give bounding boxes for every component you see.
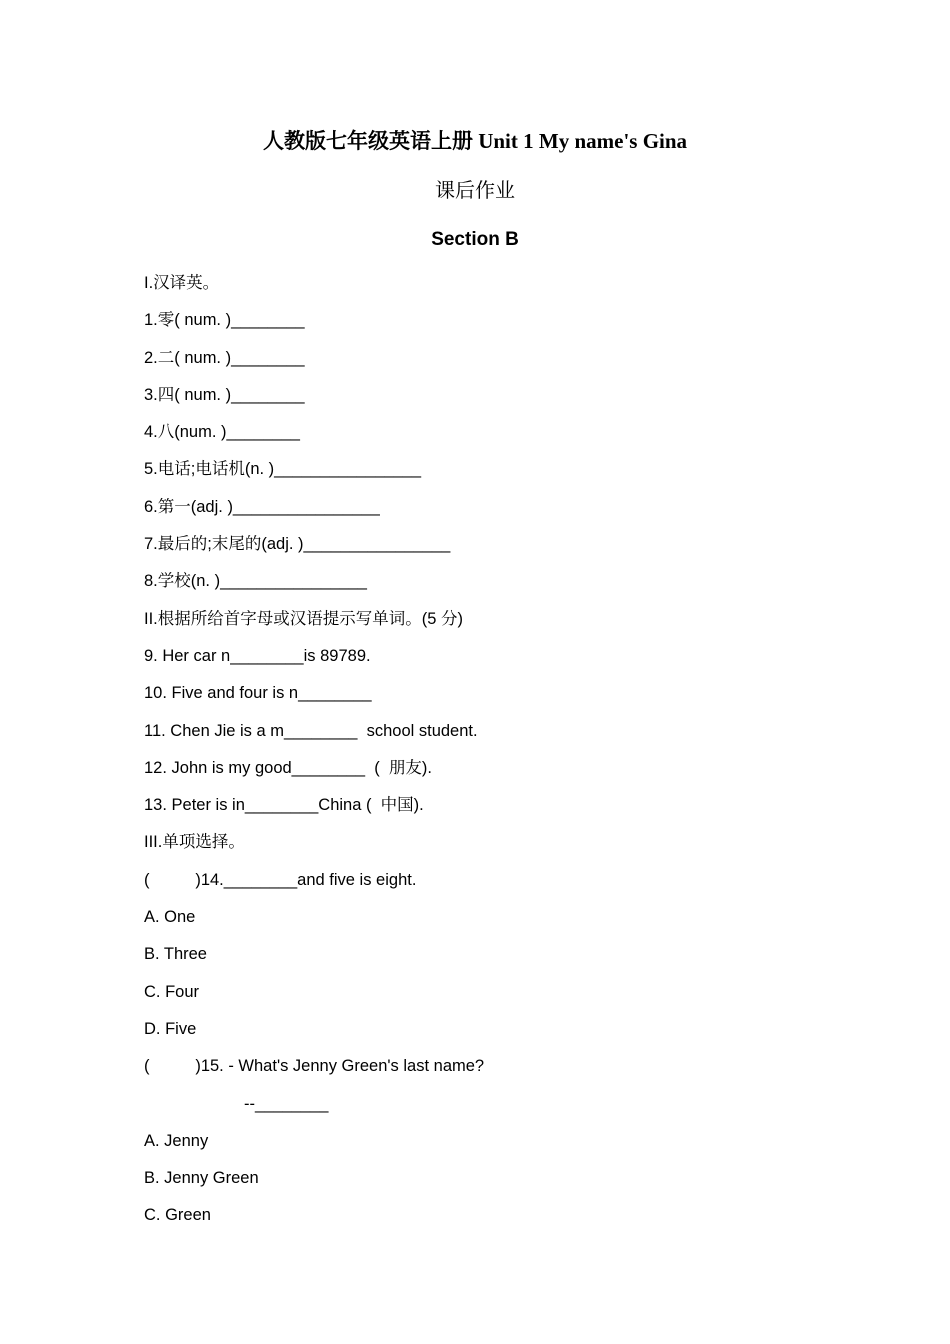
exercise-line: --________ — [244, 1094, 329, 1113]
exercise-line: 12. John is my good________ ( 朋友). — [144, 758, 432, 777]
exercise-line: I.汉译英。 — [144, 274, 220, 292]
exercise-line: ( )14.________and five is eight. — [144, 870, 417, 889]
exercise-line: 2.二( num. )________ — [144, 348, 305, 367]
exercise-line: D. Five — [144, 1019, 197, 1038]
exercise-line: 5.电话;电话机(n. )________________ — [144, 460, 422, 479]
exercise-line: II.根据所给首字母或汉语提示写单词。(5 分) — [144, 609, 464, 628]
exercise-line: 9. Her car n________is 89789. — [144, 646, 371, 665]
exercise-line: B. Jenny Green — [144, 1169, 259, 1188]
exercise-line: 10. Five and four is n________ — [144, 684, 372, 703]
exercise-line: A. One — [144, 908, 196, 927]
exercise-list — [144, 270, 844, 1240]
exercise-line: 7.最后的;末尾的(adj. )________________ — [144, 535, 451, 554]
exercise-line: C. Four — [144, 982, 200, 1001]
section-heading: Section B — [431, 229, 519, 250]
document-title: 人教版七年级英语上册 Unit 1 My name's Gina — [262, 129, 688, 153]
exercise-line: 13. Peter is in________China ( 中国). — [144, 796, 424, 815]
exercise-line: ( )15. - What's Jenny Green's last name? — [144, 1057, 485, 1076]
exercise-line: 11. Chen Jie is a m________ school student. — [144, 721, 478, 740]
exercise-line: A. Jenny — [144, 1131, 209, 1150]
exercise-line: 4.八(num. )________ — [144, 423, 300, 442]
exercise-line: 1.零( num. )________ — [144, 311, 305, 330]
exercise-line: 3.四( num. )________ — [144, 385, 305, 404]
document-subtitle: 课后作业 — [435, 178, 515, 202]
exercise-line: B. Three — [144, 945, 207, 964]
exercise-line: III.单项选择。 — [144, 833, 245, 852]
exercise-line: C. Green — [144, 1206, 211, 1225]
exercise-line: 8.学校(n. )________________ — [144, 572, 367, 591]
exercise-line: 6.第一(adj. )________________ — [144, 497, 380, 516]
